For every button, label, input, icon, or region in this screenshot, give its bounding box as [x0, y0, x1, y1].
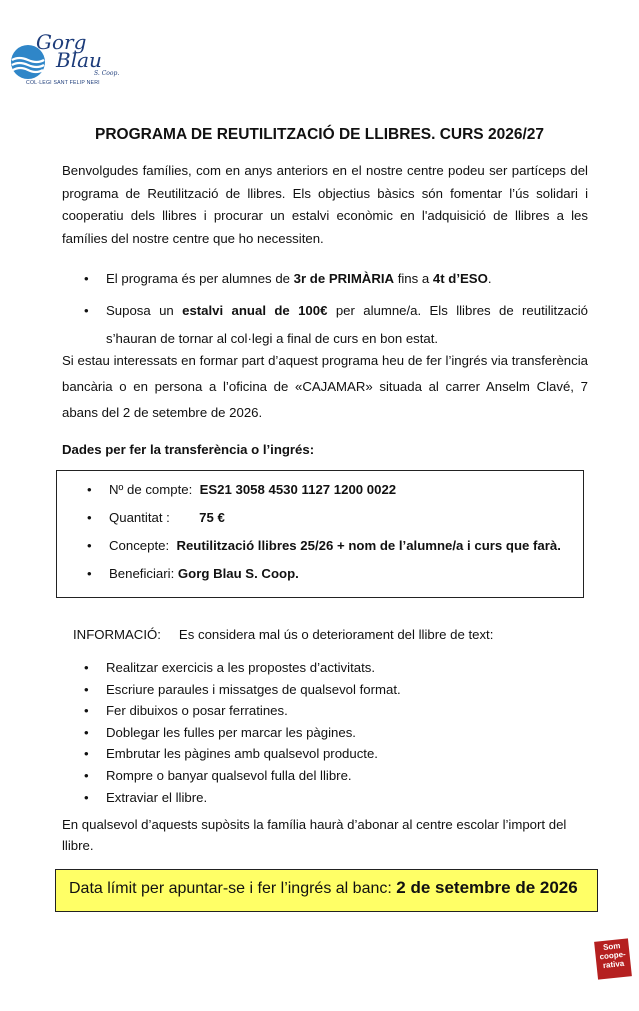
bullet-text: Suposa un [106, 303, 183, 318]
som-cooperativa-badge [594, 938, 632, 979]
payment-paragraph: Si estau interessats en formar part d’aquest programa heu de fer l’ingrés via transferència bancària o en persona a l’oficina de «CAJAMAR» situada al carrer Anselm Clavé, 7 abans del 2 de setembre de 2026. [62, 353, 588, 420]
amount-value: 75 € [199, 510, 225, 525]
concept-value: Reutilització llibres 25/26 + nom de l’alumne/a i curs que farà. [176, 538, 561, 553]
list-item: • Extraviar el llibre. [62, 787, 588, 809]
badge-line: Som [602, 941, 621, 952]
concept-label: Concepte: [109, 538, 177, 553]
logo-text-blau: Blau [56, 48, 102, 72]
info-text: Es considera mal ús o deteriorament del llibre de text: [178, 627, 494, 642]
list-item [57, 507, 583, 535]
badge-line: coope- [599, 949, 627, 962]
page-title: PROGRAMA DE REUTILITZACIÓ DE LLIBRES. CURS 2026/27 [95, 126, 544, 143]
deadline-text-line [69, 878, 578, 898]
intro-paragraph: Benvolgudes famílies, com en anys anteriors en el nostre centre podeu ser partíceps del programa de Reutilització de llibres. Els objectius bàsics són fomentar l’ús solidari i cooperatiu dels llibres i procurar un estalvi econòmic en l'adquisició de llibres a les famílies del nostre centre que ho necessiten. [62, 163, 588, 246]
list-item: • Escriure paraules i missatges de qualsevol format. [62, 679, 588, 701]
beneficiary-value: Gorg Blau S. Coop. [177, 566, 299, 581]
bullet-bold: 3r de PRIMÀRIA [293, 271, 395, 286]
bullet-text: fins a [394, 271, 433, 286]
account-number: ES21 3058 4530 1127 1200 0022 [199, 482, 397, 497]
list-item: • Fer dibuixos o posar ferratines. [62, 700, 588, 722]
list-item: • Doblegar les fulles per marcar les pàgines. [62, 722, 588, 744]
info-heading [73, 627, 493, 642]
bullet-bold: estalvi anual de 100€ [182, 303, 328, 318]
school-logo [8, 30, 123, 90]
list-item: • Embrutar les pàgines amb qualsevol producte. [62, 743, 588, 765]
list-item: • Realitzar exercicis a les propostes d’activitats. [62, 657, 588, 679]
logo-text-coop: S. Coop. [94, 70, 120, 77]
bullet-bold: 4t d’ESO [432, 271, 488, 286]
program-bullets [62, 265, 588, 353]
deadline-box [55, 869, 598, 912]
transfer-data-box [56, 470, 584, 598]
beneficiary-label: Beneficiari: [109, 566, 178, 581]
logo-text-gorg: Gorg [36, 30, 87, 54]
list-item [57, 563, 583, 591]
list-item [57, 479, 583, 507]
bullet-text: per alumne/a. Els llibres de reutilització s’hauran de tornar al col·legi a final de curs en bon estat. [106, 303, 588, 346]
deadline-date: 2 de setembre de 2026 [396, 878, 578, 897]
bullet-text: . [487, 271, 492, 286]
info-label: INFORMACIÓ: [73, 627, 161, 642]
badge-line: rativa [602, 958, 625, 971]
list-item [62, 297, 588, 353]
closing-paragraph: En qualsevol d’aquests supòsits la família haurà d’abonar al centre escolar l’import del llibre. [62, 817, 567, 853]
bullet-text: El programa és per alumnes de [106, 271, 294, 286]
deadline-label: Data límit per apuntar-se i fer l’ingrés al banc: [69, 880, 397, 897]
logo-school-name: COL·LEGI SANT FELIP NERI [26, 80, 100, 86]
misuse-list [62, 657, 588, 808]
amount-label: Quantitat : [109, 510, 200, 525]
transfer-data-heading: Dades per fer la transferència o l’ingrés: [62, 442, 315, 457]
list-item [62, 265, 588, 293]
account-label: Nº de compte: [109, 482, 200, 497]
list-item: • Rompre o banyar qualsevol fulla del llibre. [62, 765, 588, 787]
transfer-data-list [57, 479, 583, 591]
list-item [57, 535, 583, 563]
